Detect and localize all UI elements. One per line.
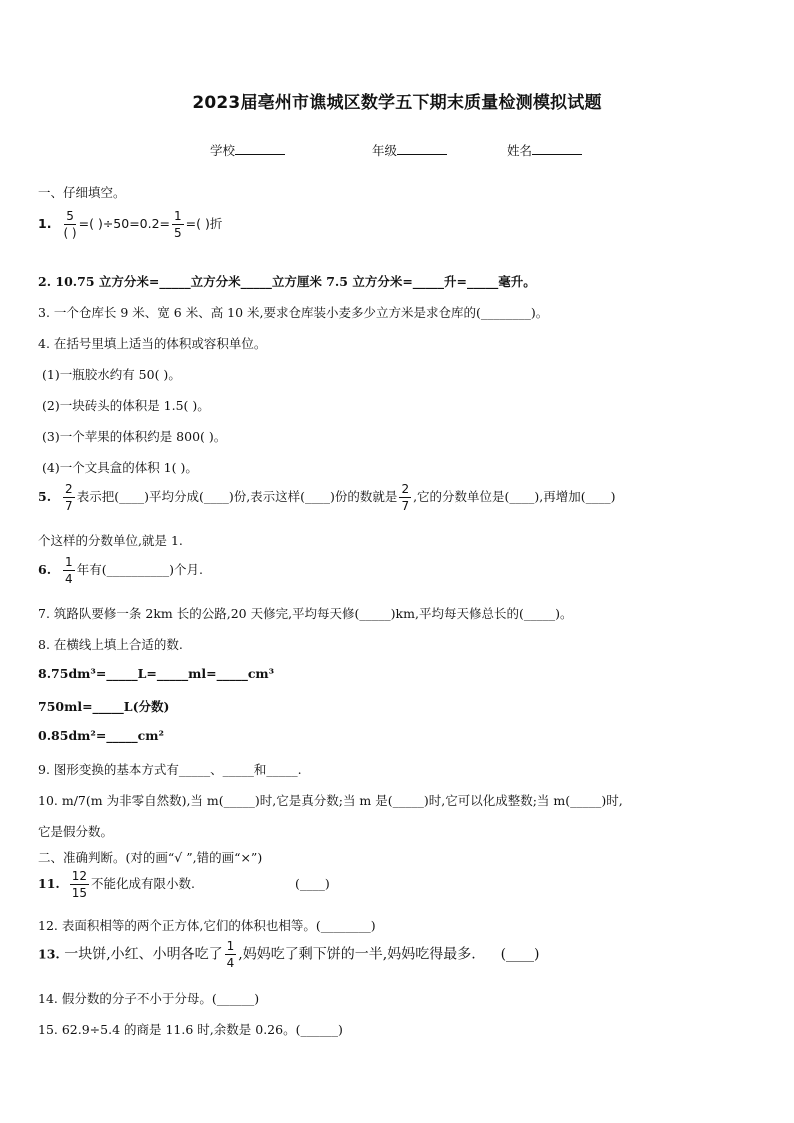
- question-4-item: (1)一瓶胶水约有 50( )。: [42, 367, 181, 382]
- question-8: 8. 在横线上填上合适的数.: [38, 637, 183, 652]
- question-11: [38, 870, 330, 899]
- grade-blank[interactable]: [397, 141, 447, 155]
- fraction-numerator: 1: [65, 555, 73, 569]
- question-2: 2. 10.75 立方分米=_____立方分米_____立方厘米 7.5 立方分米=_____升=_____毫升。: [38, 274, 536, 289]
- question-text: 不能化成有限小数.: [91, 876, 195, 891]
- question-15: 15. 62.9÷5.4 的商是 11.6 时,余数是 0.26。(______): [38, 1022, 343, 1037]
- question-8-line: 0.85dm²=_____cm²: [38, 728, 164, 743]
- answer-blank[interactable]: (____): [294, 876, 330, 891]
- name-label: 姓名: [507, 143, 533, 158]
- fraction: [63, 556, 75, 585]
- question-number: 11.: [38, 876, 60, 891]
- section-heading-2: 二、准确判断。(对的画“√ ”,错的画“×”): [38, 850, 263, 865]
- question-text: 一块饼,小红、小明各吃了: [64, 946, 223, 963]
- question-number: 5.: [38, 489, 52, 504]
- school-label: 学校: [210, 143, 236, 158]
- question-10: 10. m/7(m 为非零自然数),当 m(_____)时,它是真分数;当 m 是(_____)时,它可以化成整数;当 m(_____)时,: [38, 793, 623, 808]
- question-number: 13.: [38, 946, 60, 962]
- question-6: [38, 556, 203, 585]
- question-text: 年有(__________)个月.: [76, 562, 203, 577]
- school-blank[interactable]: [235, 141, 285, 155]
- question-text: =( )折: [185, 216, 223, 231]
- question-text: 表示把(____)平均分成(____)份,表示这样(____)份的数就是: [76, 489, 398, 504]
- fraction: [63, 210, 76, 239]
- page-title: 2023届亳州市谯城区数学五下期末质量检测模拟试题: [192, 93, 602, 113]
- question-4-item: (4)一个文具盒的体积 1( )。: [42, 460, 198, 475]
- fraction-denominator: 7: [65, 499, 73, 513]
- question-5-continued: 个这样的分数单位,就是 1.: [38, 533, 183, 548]
- fraction-denominator: 15: [71, 886, 88, 900]
- fraction: [63, 483, 75, 512]
- name-blank[interactable]: [532, 141, 582, 155]
- question-5: [38, 483, 616, 512]
- question-12: 12. 表面积相等的两个正方体,它们的体积也相等。(________): [38, 918, 376, 933]
- question-number: 6.: [38, 562, 52, 577]
- question-8-line: 8.75dm³=_____L=_____ml=_____cm³: [38, 666, 275, 681]
- answer-blank[interactable]: (____): [500, 946, 540, 963]
- question-text: ,妈妈吃了剩下饼的一半,妈妈吃得最多.: [238, 946, 476, 963]
- question-9: 9. 图形变换的基本方式有_____、_____和_____.: [38, 762, 302, 777]
- question-7: 7. 筑路队要修一条 2km 长的公路,20 天修完,平均每天修(_____)km,平均每天修总长的(_____)。: [38, 606, 573, 621]
- fraction-denominator: 7: [401, 499, 410, 513]
- fraction-denominator: ( ): [63, 226, 77, 240]
- fraction-numerator: 2: [401, 482, 410, 496]
- question-number: 1.: [38, 216, 52, 231]
- fraction-numerator: 5: [66, 209, 74, 223]
- question-text: ,它的分数单位是(____),再增加(____): [413, 489, 616, 504]
- fraction-numerator: 2: [65, 482, 73, 496]
- question-14: 14. 假分数的分子不小于分母。(______): [38, 991, 260, 1006]
- grade-field: [372, 141, 447, 159]
- name-field: [507, 141, 582, 159]
- fraction-numerator: 1: [174, 209, 182, 223]
- question-13: [38, 940, 540, 969]
- fraction: [399, 483, 411, 512]
- section-heading-1: 一、仔细填空。: [38, 185, 126, 200]
- fraction: [172, 210, 184, 239]
- question-4: 4. 在括号里填上适当的体积或容积单位。: [38, 336, 267, 351]
- question-4-item: (3)一个苹果的体积约是 800( )。: [42, 429, 227, 444]
- fraction: [225, 940, 237, 969]
- fraction: [70, 870, 89, 899]
- question-text: =( )÷50=0.2=: [78, 216, 171, 231]
- fraction-denominator: 4: [65, 572, 73, 586]
- fraction-numerator: 1: [226, 939, 235, 953]
- fraction-numerator: 12: [71, 869, 88, 883]
- grade-label: 年级: [372, 143, 398, 158]
- question-10-continued: 它是假分数。: [38, 824, 114, 839]
- question-1: [38, 210, 222, 239]
- question-3: 3. 一个仓库长 9 米、宽 6 米、高 10 米,要求仓库装小麦多少立方米是求仓库的(________)。: [38, 305, 549, 320]
- question-8-line: 750ml=_____L(分数): [38, 699, 170, 714]
- school-field: [210, 141, 285, 159]
- question-4-item: (2)一块砖头的体积是 1.5( )。: [42, 398, 210, 413]
- fraction-denominator: 5: [174, 226, 182, 240]
- fraction-denominator: 4: [226, 956, 235, 970]
